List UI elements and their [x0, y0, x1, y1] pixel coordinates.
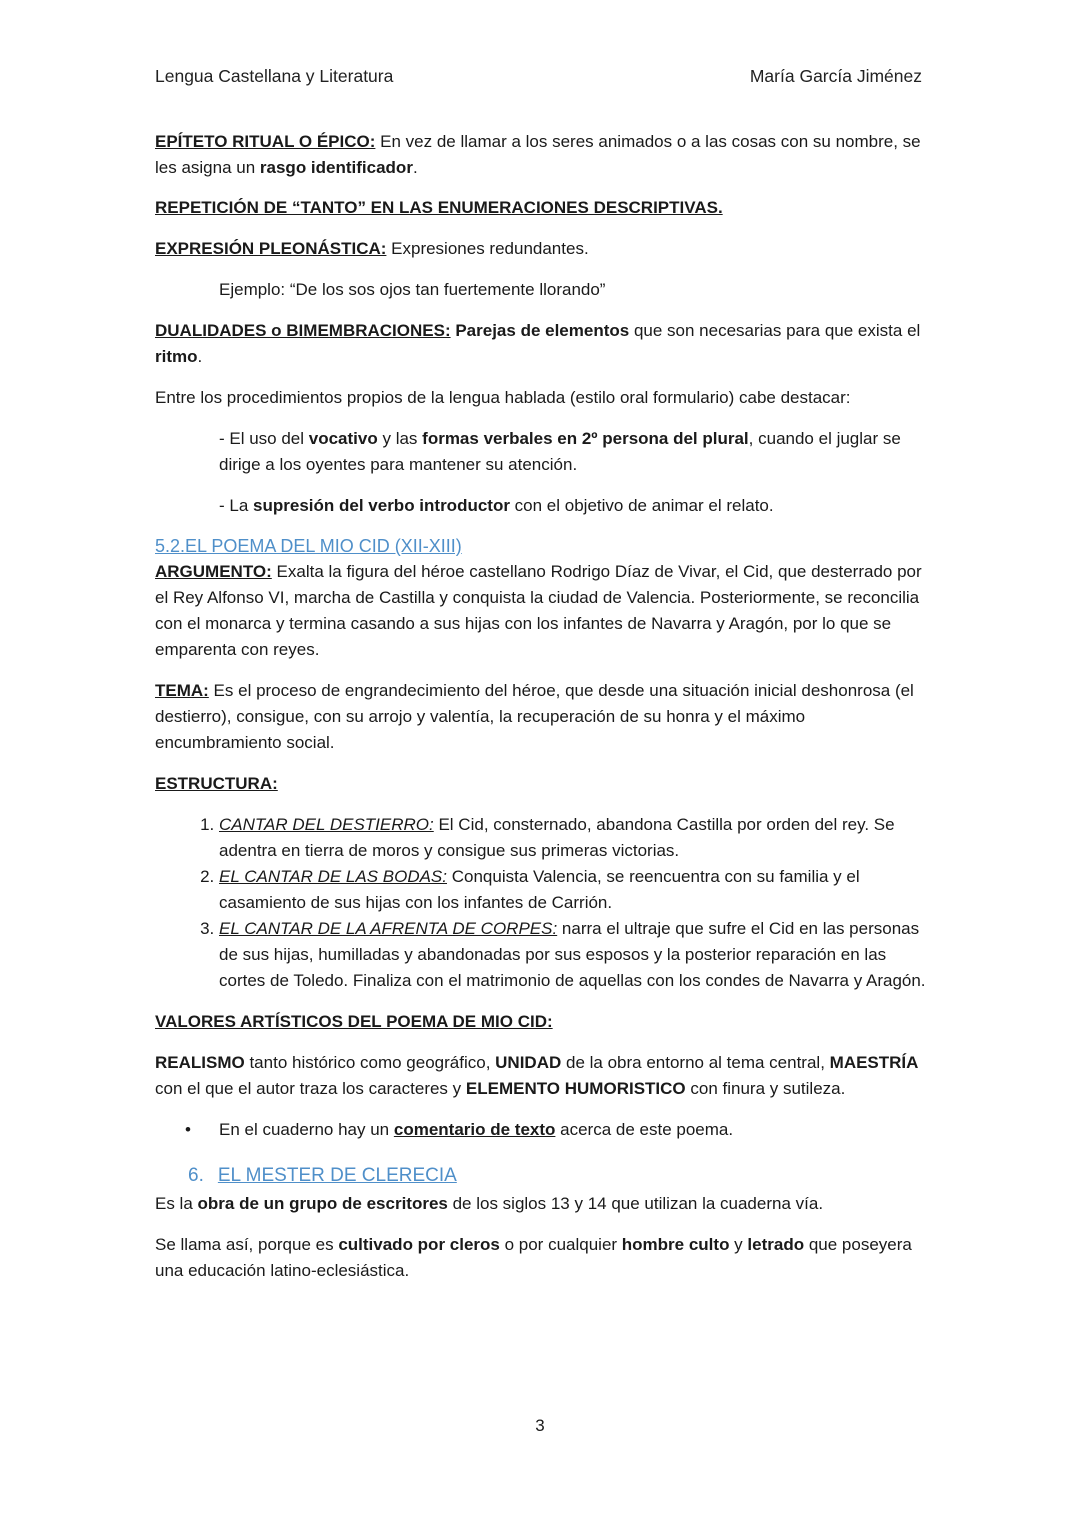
pleonastica-example: Ejemplo: “De los sos ojos tan fuertemente llorando” — [219, 280, 606, 299]
argumento-text: Exalta la figura del héroe castellano Rodrigo Díaz de Vivar, el Cid, que desterrado por el Rey Alfonso VI, marcha de Castilla y conquista la ciudad de Valencia. Posteriormente, se reconcilia con el monarca y termina casando a sus hijas con los infantes de Navarra y Aragón, por lo que se emparenta con reyes. — [155, 562, 922, 659]
cuaderno-t2: acerca de este poema. — [555, 1120, 734, 1139]
valores-t1: tanto histórico como geográfico, — [244, 1053, 496, 1072]
epiteto-bold: rasgo identificador — [259, 158, 413, 177]
clerecia-paragraph-2 — [155, 1232, 930, 1284]
page-content — [155, 129, 930, 1284]
clerecia2-t2: o por cualquier — [499, 1235, 622, 1254]
cuaderno-t1: En el cuaderno hay un — [219, 1120, 394, 1139]
clerecia2-t3: y — [729, 1235, 748, 1254]
valores-t4: con finura y sutileza. — [685, 1079, 846, 1098]
oral2-t1: - La — [219, 496, 254, 515]
epiteto-end: . — [412, 158, 418, 177]
cantar-title: CANTAR DEL DESTIERRO: — [219, 815, 434, 834]
page-header — [155, 66, 922, 87]
estructura-heading — [155, 771, 930, 797]
clerecia1-t1: Es la — [155, 1194, 198, 1213]
oral1-t3: , cuando el juglar se dirige a los oyentes para mantener su atención. — [219, 429, 901, 474]
oral1-t1: - El uso del — [219, 429, 309, 448]
cantar-text: narra el ultraje que sufre el Cid en las personas de sus hijas, humilladas y abandonadas por sus esposos y la posterior reparación en las cortes de Toledo. Finaliza con el matrimonio de aquellas con los condes de Navarra y Aragón. — [219, 919, 926, 990]
section-6-number: 6. — [188, 1165, 204, 1186]
argumento-paragraph — [155, 559, 930, 663]
cantar-title: EL CANTAR DE LAS BODAS: — [219, 867, 447, 886]
cuaderno-bullet-item — [155, 1117, 930, 1143]
tema-label: TEMA: — [155, 681, 209, 700]
valores-b4: ELEMENTO HUMORISTICO — [465, 1079, 686, 1098]
cantar-text: El Cid, consternado, abandona Castilla por orden del rey. Se adentra en tierra de moros y consigue sus primeras victorias. — [219, 815, 895, 860]
clerecia2-b3: letrado — [747, 1235, 805, 1254]
tema-text: Es el proceso de engrandecimiento del héroe, que desde una situación inicial deshonrosa (el destierro), consigue, con su arrojo y valentía, la recuperación de su honra y el máximo encumbramiento social. — [155, 681, 914, 752]
tema-paragraph — [155, 678, 930, 756]
oral1-b2: formas verbales en 2º persona del plural — [422, 429, 749, 448]
epiteto-label: EPÍTETO RITUAL O ÉPICO: — [155, 132, 376, 151]
valores-b3: MAESTRÍA — [829, 1053, 919, 1072]
bullet-icon: • — [185, 1120, 191, 1139]
oral-item-1 — [155, 426, 930, 478]
clerecia2-b2: hombre culto — [621, 1235, 730, 1254]
list-item — [219, 916, 930, 994]
oral1-t2: y las — [377, 429, 423, 448]
tanto-label: REPETICIÓN DE “TANTO” EN LAS ENUMERACIONES DESCRIPTIVAS. — [155, 198, 723, 217]
cantar-text: Conquista Valencia, se reencuentra con su familia y el casamiento de sus hijas con los infantes de Carrión. — [219, 867, 860, 912]
valores-t3: con el que el autor traza los caracteres y — [155, 1079, 466, 1098]
argumento-label: ARGUMENTO: — [155, 562, 272, 581]
valores-b1: REALISMO — [155, 1053, 245, 1072]
epiteto-text: En vez de llamar a los seres animados o a las cosas con su nombre, se les asigna un — [155, 132, 921, 177]
epiteto-paragraph — [155, 129, 930, 181]
header-subject: Lengua Castellana y Literatura — [155, 66, 394, 86]
dualidades-label: DUALIDADES o BIMEMBRACIONES: — [155, 321, 451, 340]
section-6-heading — [155, 1163, 930, 1189]
valores-b2: UNIDAD — [495, 1053, 562, 1072]
page-number: 3 — [535, 1416, 545, 1435]
clerecia2-t1: Se llama así, porque es — [155, 1235, 339, 1254]
pleonastica-label: EXPRESIÓN PLEONÁSTICA: — [155, 239, 387, 258]
pleonastica-paragraph — [155, 236, 930, 262]
clerecia1-t2: de los siglos 13 y 14 que utilizan la cuaderna vía. — [447, 1194, 824, 1213]
clerecia2-b1: cultivado por cleros — [338, 1235, 500, 1254]
valores-heading — [155, 1009, 930, 1035]
valores-t2: de la obra entorno al tema central, — [561, 1053, 830, 1072]
oral1-b1: vocativo — [308, 429, 378, 448]
dualidades-bold2: ritmo — [155, 347, 198, 366]
dualidades-text: que son necesarias para que exista el — [629, 321, 921, 340]
dualidades-paragraph — [155, 318, 930, 370]
estructura-label: ESTRUCTURA: — [155, 774, 278, 793]
dualidades-bold1: Parejas de elementos — [455, 321, 630, 340]
dualidades-end: . — [197, 347, 203, 366]
tanto-paragraph — [155, 195, 930, 221]
section-6-title: EL MESTER DE CLERECIA — [217, 1165, 457, 1186]
header-author: María García Jiménez — [749, 66, 922, 86]
valores-paragraph — [155, 1050, 930, 1102]
clerecia2-t4: que poseyera una educación latino-eclesiástica. — [155, 1235, 912, 1280]
clerecia1-b1: obra de un grupo de escritores — [197, 1194, 448, 1213]
oral-intro: Entre los procedimientos propios de la lengua hablada (estilo oral formulario) cabe destacar: — [155, 388, 851, 407]
valores-label: VALORES ARTÍSTICOS DEL POEMA DE MIO CID: — [155, 1012, 553, 1031]
list-item — [219, 864, 930, 916]
list-item — [219, 812, 930, 864]
pleonastica-text: Expresiones redundantes. — [386, 239, 589, 258]
oral2-t2: con el objetivo de animar el relato. — [509, 496, 774, 515]
section-5-2-heading: 5.2.EL POEMA DEL MIO CID (XII-XIII) — [155, 536, 462, 556]
cantar-title: EL CANTAR DE LA AFRENTA DE CORPES: — [219, 919, 558, 938]
comentario-link[interactable]: comentario de texto — [393, 1120, 556, 1139]
estructura-list — [155, 812, 930, 994]
oral-item-2 — [155, 493, 930, 519]
clerecia-paragraph-1 — [155, 1191, 930, 1217]
oral2-b1: supresión del verbo introductor — [253, 496, 510, 515]
